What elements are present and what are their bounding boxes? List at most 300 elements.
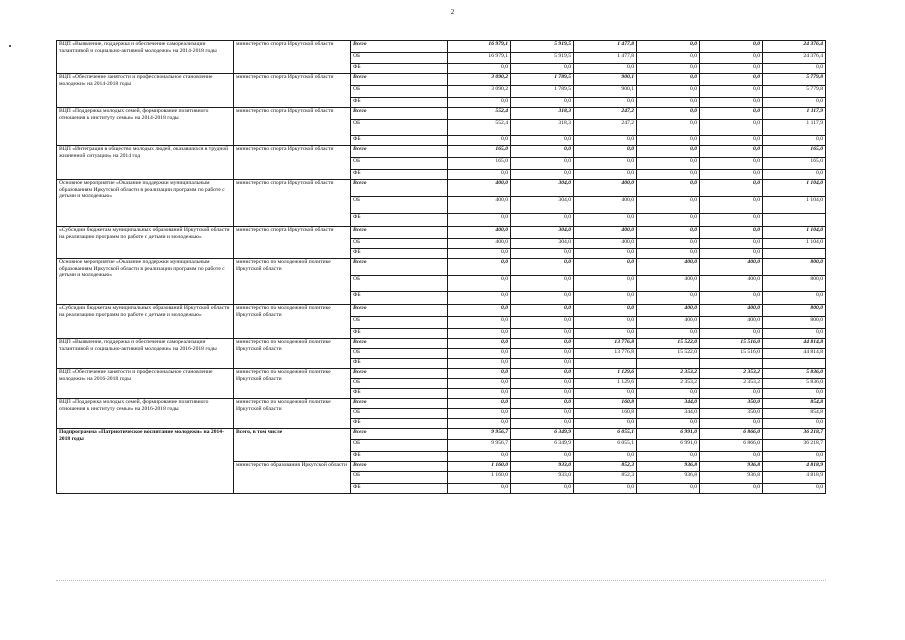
amount-year-cell: 0,0 [637, 158, 700, 170]
amount-year-cell: 0,0 [637, 227, 700, 239]
amount-year-cell: 0,0 [448, 452, 511, 462]
amount-year-cell: 16 979,1 [448, 53, 511, 64]
amount-total-cell: 800,0 [763, 276, 826, 292]
funding-source: ФБ [351, 98, 448, 108]
amount-year-cell: 13 776,8 [574, 339, 637, 349]
amount-total-cell [763, 359, 826, 369]
amount-year-cell: 0,0 [511, 146, 574, 158]
table-row [57, 41, 826, 53]
amount-year-cell: 2 353,2 [637, 369, 700, 379]
amount-year-cell: 2 353,2 [700, 379, 763, 389]
amount-total-cell: 4 818,9 [763, 462, 826, 472]
funding-source: ОБ [351, 276, 448, 292]
amount-year-cell: 0,0 [700, 86, 763, 98]
funding-source: ОБ [351, 317, 448, 329]
amount-year-cell: 0,0 [448, 136, 511, 146]
amount-year-cell: 936,8 [637, 472, 700, 484]
amount-year-cell: 0,0 [637, 214, 700, 227]
funding-source: ОБ [351, 120, 448, 136]
amount-total-cell [763, 249, 826, 259]
amount-year-cell: 1 789,5 [511, 74, 574, 86]
amount-year-cell: 6 349,9 [511, 429, 574, 440]
amount-total-cell: 24 376,4 [763, 41, 826, 53]
amount-total-cell: 0,0 [763, 170, 826, 180]
amount-year-cell: 0,0 [700, 452, 763, 462]
amount-total-cell: 5 836,0 [763, 379, 826, 389]
amount-year-cell: 0,0 [448, 369, 511, 379]
funding-source: ФБ [351, 359, 448, 369]
amount-total-cell: 0,0 [763, 98, 826, 108]
amount-total-cell: 36 218,7 [763, 440, 826, 452]
amount-year-cell: 0,0 [448, 379, 511, 389]
budget-table [56, 40, 826, 494]
amount-total-cell: 0,0 [763, 64, 826, 74]
amount-year-cell: 0,0 [700, 214, 763, 227]
amount-total-cell: 36 218,7 [763, 429, 826, 440]
funding-source: ОБ [351, 53, 448, 64]
funding-source: ФБ [351, 452, 448, 462]
amount-year-cell: 0,0 [700, 484, 763, 494]
amount-total-cell: 854,8 [763, 399, 826, 409]
amount-year-cell: 0,0 [511, 329, 574, 339]
responsible-executor: министерство спорта Иркутской области [234, 227, 351, 259]
program-name: ВЦП «Обеспечение занятости и профессиональное становление молодежи» на 2016-2018 годы [57, 369, 234, 399]
budget-table-body [57, 41, 826, 494]
table-row [57, 74, 826, 86]
amount-year-cell: 0,0 [511, 452, 574, 462]
amount-year-cell: 0,0 [700, 64, 763, 74]
amount-year-cell: 936,8 [700, 462, 763, 472]
amount-year-cell: 0,0 [511, 359, 574, 369]
amount-total-cell: 1 104,0 [763, 239, 826, 249]
amount-year-cell: 0,0 [511, 409, 574, 419]
funding-source: ФБ [351, 170, 448, 180]
funding-source: Всего [351, 339, 448, 349]
amount-year-cell: 0,0 [574, 214, 637, 227]
amount-year-cell: 13 776,8 [574, 349, 637, 359]
amount-year-cell: 0,0 [637, 41, 700, 53]
amount-total-cell: 0,0 [763, 452, 826, 462]
funding-source: Всего [351, 227, 448, 239]
amount-year-cell: 165,0 [448, 146, 511, 158]
responsible-executor: министерство по молодежной политике Иркутской области [234, 305, 351, 339]
amount-year-cell: 0,0 [511, 484, 574, 494]
amount-year-cell: 16 979,1 [448, 41, 511, 53]
amount-year-cell: 0,0 [448, 329, 511, 339]
program-name: ВЦП «Обеспечение занятости и профессиональное становление молодежи» на 2014-2018 годы [57, 74, 234, 108]
program-name: ВЦП «Выявление, поддержка и обеспечение самореализации талантливой и социально-активной молодежи» на 2014-2018 годы [57, 41, 234, 74]
table-row [57, 369, 826, 379]
amount-year-cell: 6 866,0 [700, 440, 763, 452]
amount-year-cell: 0,0 [574, 419, 637, 429]
funding-source: Всего [351, 305, 448, 317]
amount-year-cell: 0,0 [637, 419, 700, 429]
table-row [57, 339, 826, 349]
amount-year-cell: 0,0 [637, 389, 700, 399]
program-name: Основное мероприятие «Оказание поддержки муниципальным образованиям Иркутской области в реализации программ по работе с детьми и молодежью» [57, 180, 234, 227]
amount-year-cell: 160,8 [574, 409, 637, 419]
amount-year-cell: 0,0 [511, 276, 574, 292]
amount-year-cell: 2 353,2 [637, 379, 700, 389]
amount-year-cell: 6 866,0 [700, 429, 763, 440]
amount-year-cell: 933,0 [511, 462, 574, 472]
amount-total-cell: 1 117,9 [763, 120, 826, 136]
amount-year-cell: 1 129,6 [574, 369, 637, 379]
funding-source: ФБ [351, 419, 448, 429]
amount-year-cell [700, 359, 763, 369]
program-name: «Субсидии бюджетам муниципальных образований Иркутской области на реализацию программ по работе с детьми и молодежью» [57, 227, 234, 259]
amount-year-cell: 165,0 [448, 158, 511, 170]
amount-year-cell: 0,0 [448, 249, 511, 259]
funding-source: Всего [351, 259, 448, 276]
funding-source: ФБ [351, 214, 448, 227]
responsible-executor: министерство по молодежной политике Иркутской области [234, 339, 351, 369]
amount-year-cell: 9 956,7 [448, 440, 511, 452]
amount-year-cell: 0,0 [574, 170, 637, 180]
amount-year-cell: 0,0 [511, 379, 574, 389]
amount-year-cell [574, 359, 637, 369]
amount-year-cell: 0,0 [511, 305, 574, 317]
amount-year-cell: 400,0 [574, 180, 637, 197]
responsible-executor: министерство спорта Иркутской области [234, 180, 351, 227]
amount-year-cell: 5 919,5 [511, 53, 574, 64]
amount-year-cell: 0,0 [448, 259, 511, 276]
amount-year-cell: 0,0 [637, 329, 700, 339]
amount-year-cell: 552,4 [448, 120, 511, 136]
table-row [57, 429, 826, 440]
amount-year-cell: 0,0 [700, 239, 763, 249]
amount-year-cell: 0,0 [700, 120, 763, 136]
amount-year-cell: 304,0 [511, 180, 574, 197]
funding-source: ОБ [351, 349, 448, 359]
amount-total-cell: 854,8 [763, 409, 826, 419]
amount-total-cell: 0,0 [763, 419, 826, 429]
amount-year-cell: 0,0 [511, 419, 574, 429]
amount-year-cell: 0,0 [700, 180, 763, 197]
funding-source: ФБ [351, 292, 448, 305]
amount-year-cell: 0,0 [637, 74, 700, 86]
funding-source: Всего [351, 146, 448, 158]
funding-source: ФБ [351, 389, 448, 399]
funding-source: ФБ [351, 64, 448, 74]
amount-year-cell: 0,0 [700, 292, 763, 305]
amount-year-cell: 304,0 [511, 227, 574, 239]
amount-year-cell: 0,0 [637, 53, 700, 64]
amount-year-cell: 160,8 [574, 399, 637, 409]
amount-year-cell: 6 055,1 [574, 429, 637, 440]
amount-year-cell: 0,0 [637, 146, 700, 158]
amount-year-cell: 0,0 [574, 452, 637, 462]
amount-total-cell: 44 814,8 [763, 349, 826, 359]
amount-year-cell: 0,0 [700, 74, 763, 86]
funding-source: Всего [351, 74, 448, 86]
amount-year-cell: 344,0 [637, 409, 700, 419]
amount-year-cell: 15 522,0 [637, 349, 700, 359]
amount-year-cell: 400,0 [637, 276, 700, 292]
funding-source: ОБ [351, 409, 448, 419]
amount-total-cell: 24 376,4 [763, 53, 826, 64]
amount-total-cell: 165,0 [763, 146, 826, 158]
funding-source: ОБ [351, 158, 448, 170]
amount-total-cell: 0,0 [763, 136, 826, 146]
amount-year-cell: 3 090,2 [448, 86, 511, 98]
table-row [57, 180, 826, 197]
funding-source: ОБ [351, 197, 448, 214]
amount-year-cell: 6 055,1 [574, 440, 637, 452]
amount-year-cell: 0,0 [637, 484, 700, 494]
amount-year-cell: 0,0 [511, 369, 574, 379]
amount-year-cell: 0,0 [637, 98, 700, 108]
amount-year-cell: 0,0 [700, 419, 763, 429]
amount-year-cell: 0,0 [700, 197, 763, 214]
amount-year-cell: 3 090,2 [448, 74, 511, 86]
amount-year-cell: 0,0 [574, 276, 637, 292]
amount-year-cell: 400,0 [700, 305, 763, 317]
amount-year-cell: 0,0 [511, 158, 574, 170]
amount-year-cell: 6 349,9 [511, 440, 574, 452]
responsible-executor: министерство спорта Иркутской области [234, 41, 351, 74]
table-row [57, 108, 826, 120]
amount-year-cell: 0,0 [574, 389, 637, 399]
amount-total-cell: 0,0 [763, 389, 826, 399]
amount-year-cell [637, 359, 700, 369]
amount-year-cell: 400,0 [637, 305, 700, 317]
funding-source: ФБ [351, 484, 448, 494]
funding-source: ФБ [351, 329, 448, 339]
amount-year-cell: 0,0 [637, 120, 700, 136]
amount-year-cell: 0,0 [511, 170, 574, 180]
amount-year-cell: 6 991,0 [637, 440, 700, 452]
program-name: ВЦП «Поддержка молодых семей, формирование позитивного отношения к институту семьи» на 2014-2018 годы [57, 108, 234, 146]
amount-year-cell: 9 956,7 [448, 429, 511, 440]
amount-year-cell: 0,0 [511, 349, 574, 359]
amount-total-cell: 0,0 [763, 292, 826, 305]
amount-year-cell: 0,0 [637, 180, 700, 197]
amount-year-cell: 400,0 [700, 317, 763, 329]
amount-year-cell: 400,0 [637, 259, 700, 276]
amount-year-cell: 0,0 [637, 136, 700, 146]
program-name: ВЦП «Поддержка молодых семей, формирование позитивного отношения к институту семьи» на 2016-2018 годы [57, 399, 234, 429]
table-row [57, 146, 826, 158]
amount-year-cell: 0,0 [637, 292, 700, 305]
responsible-executor: министерство спорта Иркутской области [234, 146, 351, 180]
amount-year-cell: 1 160,0 [448, 462, 511, 472]
amount-year-cell: 0,0 [574, 317, 637, 329]
amount-year-cell: 0,0 [700, 136, 763, 146]
amount-year-cell: 400,0 [574, 239, 637, 249]
amount-year-cell: 936,8 [700, 472, 763, 484]
funding-source: Всего [351, 108, 448, 120]
amount-year-cell: 1 789,5 [511, 86, 574, 98]
amount-year-cell: 0,0 [700, 158, 763, 170]
amount-year-cell: 350,0 [700, 409, 763, 419]
amount-year-cell: 852,3 [574, 472, 637, 484]
amount-year-cell: 0,0 [637, 64, 700, 74]
amount-year-cell: 0,0 [574, 249, 637, 259]
funding-source: Всего [351, 429, 448, 440]
responsible-executor: министерство спорта Иркутской области [234, 108, 351, 146]
amount-year-cell: 0,0 [637, 239, 700, 249]
amount-year-cell: 0,0 [574, 158, 637, 170]
amount-year-cell: 0,0 [448, 305, 511, 317]
amount-total-cell: 800,0 [763, 317, 826, 329]
amount-year-cell: 1 129,6 [574, 379, 637, 389]
amount-year-cell: 0,0 [574, 98, 637, 108]
table-row [57, 305, 826, 317]
amount-year-cell: 0,0 [448, 339, 511, 349]
amount-year-cell: 0,0 [700, 53, 763, 64]
amount-total-cell: 165,0 [763, 158, 826, 170]
amount-year-cell: 0,0 [700, 98, 763, 108]
funding-source: ФБ [351, 249, 448, 259]
amount-year-cell: 400,0 [448, 239, 511, 249]
funding-source: Всего [351, 369, 448, 379]
amount-year-cell: 0,0 [511, 317, 574, 329]
funding-source: Всего [351, 180, 448, 197]
amount-year-cell: 400,0 [448, 180, 511, 197]
amount-year-cell: 0,0 [448, 389, 511, 399]
amount-year-cell: 0,0 [448, 292, 511, 305]
amount-year-cell: 0,0 [448, 409, 511, 419]
amount-year-cell: 400,0 [637, 317, 700, 329]
amount-year-cell: 0,0 [448, 276, 511, 292]
funding-source: Всего [351, 462, 448, 472]
amount-year-cell: 0,0 [511, 259, 574, 276]
amount-year-cell: 350,0 [700, 399, 763, 409]
amount-year-cell: 0,0 [700, 146, 763, 158]
amount-year-cell: 0,0 [511, 64, 574, 74]
responsible-executor: министерство по молодежной политике Иркутской области [234, 259, 351, 305]
funding-source: Всего [351, 399, 448, 409]
amount-year-cell: 400,0 [448, 197, 511, 214]
amount-total-cell: 0,0 [763, 329, 826, 339]
program-name: Подпрограмма «Патриотическое воспитание молодежи» на 2014-2018 годы [57, 429, 234, 494]
amount-total-cell: 1 117,9 [763, 108, 826, 120]
amount-year-cell: 0,0 [448, 349, 511, 359]
amount-year-cell: 400,0 [574, 197, 637, 214]
amount-year-cell: 304,0 [511, 197, 574, 214]
amount-year-cell: 0,0 [700, 227, 763, 239]
amount-year-cell: 0,0 [574, 146, 637, 158]
amount-total-cell: 1 104,0 [763, 180, 826, 197]
amount-year-cell: 0,0 [700, 329, 763, 339]
amount-total-cell: 5 836,0 [763, 369, 826, 379]
funding-source: ФБ [351, 136, 448, 146]
amount-year-cell: 0,0 [700, 108, 763, 120]
amount-year-cell: 400,0 [700, 276, 763, 292]
amount-total-cell [763, 214, 826, 227]
table-row [57, 227, 826, 239]
amount-year-cell: 0,0 [511, 249, 574, 259]
responsible-executor: министерство по молодежной политике Иркутской области [234, 369, 351, 399]
amount-year-cell: 0,0 [448, 399, 511, 409]
amount-year-cell: 900,1 [574, 74, 637, 86]
amount-year-cell: 0,0 [637, 452, 700, 462]
amount-year-cell: 1 160,0 [448, 472, 511, 484]
funding-source: Всего [351, 41, 448, 53]
amount-year-cell: 318,3 [511, 120, 574, 136]
amount-year-cell: 0,0 [511, 389, 574, 399]
amount-year-cell: 0,0 [511, 214, 574, 227]
amount-year-cell: 247,2 [574, 108, 637, 120]
amount-year-cell: 0,0 [511, 399, 574, 409]
amount-year-cell: 0,0 [574, 329, 637, 339]
amount-year-cell: 400,0 [574, 227, 637, 239]
amount-year-cell: 0,0 [700, 41, 763, 53]
amount-year-cell: 0,0 [700, 170, 763, 180]
amount-year-cell: 400,0 [448, 227, 511, 239]
amount-year-cell: 933,0 [511, 472, 574, 484]
amount-year-cell: 0,0 [637, 249, 700, 259]
amount-year-cell: 552,4 [448, 108, 511, 120]
amount-year-cell: 0,0 [574, 484, 637, 494]
amount-year-cell: 400,0 [700, 259, 763, 276]
amount-year-cell: 1 477,8 [574, 41, 637, 53]
amount-year-cell: 0,0 [574, 259, 637, 276]
amount-year-cell: 936,8 [637, 462, 700, 472]
amount-total-cell: 0,0 [763, 484, 826, 494]
responsible-executor: министерство спорта Иркутской области [234, 74, 351, 108]
page-number: 2 [450, 8, 455, 16]
amount-year-cell: 2 353,2 [700, 369, 763, 379]
amount-total-cell: 5 779,8 [763, 86, 826, 98]
amount-year-cell: 852,3 [574, 462, 637, 472]
responsible-executor: министерство образования Иркутской области [234, 462, 351, 494]
amount-year-cell: 15 522,0 [637, 339, 700, 349]
funding-source: ОБ [351, 379, 448, 389]
amount-year-cell: 0,0 [448, 317, 511, 329]
funding-source: ОБ [351, 440, 448, 452]
amount-year-cell: 318,3 [511, 108, 574, 120]
table-row [57, 259, 826, 276]
margin-mark [9, 45, 11, 47]
amount-year-cell: 0,0 [574, 305, 637, 317]
amount-total-cell: 800,0 [763, 259, 826, 276]
responsible-executor: Всего, в том числе [234, 429, 351, 462]
amount-year-cell: 0,0 [448, 98, 511, 108]
amount-year-cell: 0,0 [574, 64, 637, 74]
program-name: ВЦП «Выявление, поддержка и обеспечение самореализации талантливой и социально-активной молодежи» на 2016-2018 годы [57, 339, 234, 369]
amount-year-cell: 0,0 [574, 136, 637, 146]
amount-year-cell: 0,0 [448, 170, 511, 180]
amount-year-cell: 0,0 [511, 98, 574, 108]
amount-year-cell: 0,0 [700, 249, 763, 259]
amount-total-cell: 800,0 [763, 305, 826, 317]
funding-source: ОБ [351, 472, 448, 484]
program-name: Основное мероприятие «Оказание поддержки муниципальным образованиям Иркутской области в реализации программ по работе с детьми и молодежью» [57, 259, 234, 305]
amount-total-cell: 1 104,0 [763, 197, 826, 214]
amount-year-cell: 304,0 [511, 239, 574, 249]
amount-year-cell: 15 516,0 [700, 339, 763, 349]
amount-total-cell: 44 814,8 [763, 339, 826, 349]
amount-year-cell: 0,0 [637, 197, 700, 214]
funding-source: ОБ [351, 239, 448, 249]
amount-year-cell: 0,0 [448, 484, 511, 494]
amount-year-cell: 0,0 [448, 359, 511, 369]
amount-year-cell: 0,0 [511, 339, 574, 349]
responsible-executor: министерство по молодежной политике Иркутской области [234, 399, 351, 429]
table-row [57, 399, 826, 409]
amount-year-cell: 5 919,5 [511, 41, 574, 53]
amount-year-cell: 1 477,8 [574, 53, 637, 64]
amount-total-cell: 5 779,8 [763, 74, 826, 86]
program-name: «Субсидии бюджетам муниципальных образований Иркутской области на реализацию программ по работе с детьми и молодежью» [57, 305, 234, 339]
amount-year-cell: 0,0 [511, 136, 574, 146]
amount-year-cell: 0,0 [637, 86, 700, 98]
amount-year-cell: 0,0 [637, 108, 700, 120]
amount-year-cell: 900,1 [574, 86, 637, 98]
amount-year-cell: 0,0 [511, 292, 574, 305]
